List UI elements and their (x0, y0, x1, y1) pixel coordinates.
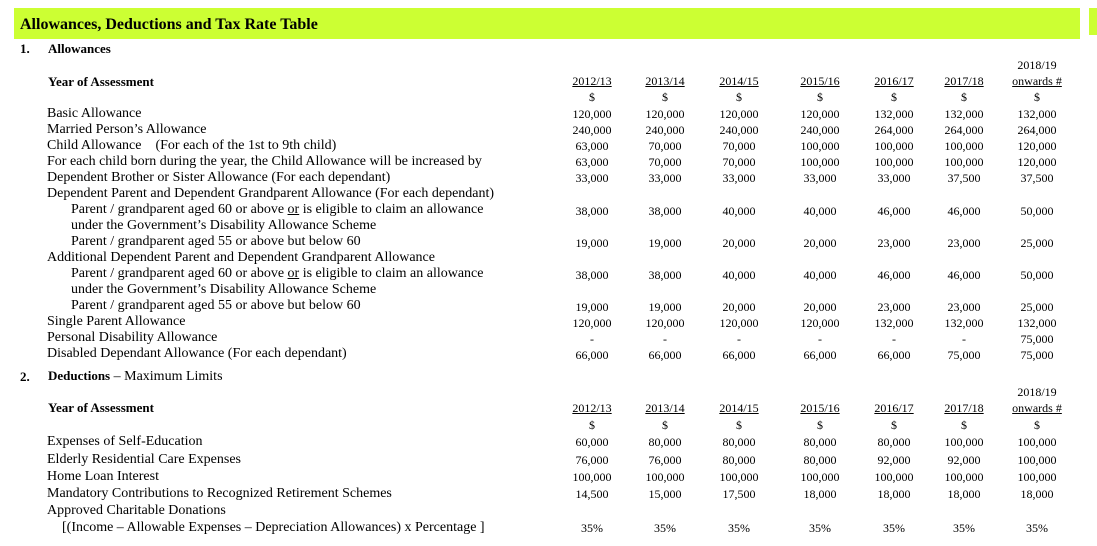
currency-header: $ (961, 90, 967, 104)
child-born-value: 70,000 (648, 155, 682, 169)
disability-value: - (590, 332, 594, 346)
child-allowance-label: Child Allowance (For each of the 1st to 9th child) (47, 138, 337, 153)
currency-header: $ (736, 418, 742, 432)
sibling-value: 33,000 (877, 171, 911, 185)
year-header: 2014/15 (719, 74, 759, 88)
add55-value: 20,000 (803, 300, 837, 314)
sibling-value: 33,000 (575, 171, 609, 185)
self-education-label: Expenses of Self-Education (47, 434, 203, 449)
disabled-dep-value: 66,000 (648, 348, 682, 362)
disabled-dependant-label: Disabled Dependant Allowance (For each dependant) (47, 346, 347, 361)
basic-value: 120,000 (572, 107, 612, 121)
child-value: 100,000 (874, 139, 914, 153)
parent55-label: Parent / grandparent aged 55 or above but below 60 (71, 234, 361, 249)
married-value: 264,000 (944, 123, 984, 137)
currency-header: $ (891, 90, 897, 104)
basic-allowance-label: Basic Allowance (47, 106, 142, 121)
single-value: 120,000 (800, 316, 840, 330)
sibling-allowance-label: Dependent Brother or Sister Allowance (For each dependant) (47, 170, 391, 185)
donations-value: 35% (654, 521, 676, 535)
add60-label-line2: under the Government’s Disability Allowance Scheme (71, 282, 377, 297)
add60-value: 40,000 (803, 268, 837, 282)
year-header-2018-19-top: 2018/19 (1017, 385, 1057, 399)
mpf-value: 18,000 (1020, 487, 1054, 501)
child-value: 70,000 (722, 139, 756, 153)
disabled-dep-value: 66,000 (877, 348, 911, 362)
parent60-value: 46,000 (947, 204, 981, 218)
elderly-value: 80,000 (722, 453, 756, 467)
disability-value: - (818, 332, 822, 346)
single-parent-label: Single Parent Allowance (47, 314, 186, 329)
married-value: 240,000 (719, 123, 759, 137)
elderly-value: 76,000 (575, 453, 609, 467)
add55-label: Parent / grandparent aged 55 or above but below 60 (71, 298, 361, 313)
elderly-value: 100,000 (1017, 453, 1057, 467)
year-header: 2013/14 (645, 74, 685, 88)
year-header: 2013/14 (645, 401, 685, 415)
parent60-value: 38,000 (648, 204, 682, 218)
mpf-value: 15,000 (648, 487, 682, 501)
child-born-label: For each child born during the year, the Child Allowance will be increased by (47, 154, 482, 169)
sibling-value: 33,000 (648, 171, 682, 185)
self-edu-value: 80,000 (648, 435, 682, 449)
currency-header: $ (1034, 418, 1040, 432)
home-loan-value: 100,000 (719, 470, 759, 484)
married-value: 240,000 (800, 123, 840, 137)
child-born-value: 120,000 (1017, 155, 1057, 169)
banner-accent (1089, 8, 1097, 35)
add60-value: 38,000 (648, 268, 682, 282)
add55-value: 23,000 (947, 300, 981, 314)
parent55-value: 20,000 (803, 236, 837, 250)
parent60-value: 50,000 (1020, 204, 1054, 218)
sibling-value: 37,500 (947, 171, 981, 185)
sibling-value: 33,000 (722, 171, 756, 185)
elderly-value: 92,000 (877, 453, 911, 467)
page-title: Allowances, Deductions and Tax Rate Table (20, 16, 318, 33)
child-value: 120,000 (1017, 139, 1057, 153)
donations-value: 35% (581, 521, 603, 535)
home-loan-value: 100,000 (874, 470, 914, 484)
currency-header: $ (662, 90, 668, 104)
donations-heading: Approved Charitable Donations (47, 503, 226, 518)
parent60-label-line2: under the Government’s Disability Allowance Scheme (71, 218, 377, 233)
donations-value: 35% (883, 521, 905, 535)
home-loan-value: 100,000 (645, 470, 685, 484)
currency-header: $ (662, 418, 668, 432)
year-header: 2016/17 (874, 401, 914, 415)
year-header: 2016/17 (874, 74, 914, 88)
currency-header: $ (817, 90, 823, 104)
elderly-value: 80,000 (803, 453, 837, 467)
elderly-care-label: Elderly Residential Care Expenses (47, 452, 241, 467)
child-born-value: 63,000 (575, 155, 609, 169)
self-edu-value: 100,000 (1017, 435, 1057, 449)
child-born-value: 100,000 (800, 155, 840, 169)
self-edu-value: 60,000 (575, 435, 609, 449)
basic-value: 132,000 (1017, 107, 1057, 121)
parent55-value: 25,000 (1020, 236, 1054, 250)
currency-header: $ (589, 418, 595, 432)
year-header: 2015/16 (800, 74, 840, 88)
section-2-number: 2. (20, 369, 30, 384)
disability-value: - (892, 332, 896, 346)
basic-value: 132,000 (874, 107, 914, 121)
disability-value: 75,000 (1020, 332, 1054, 346)
home-loan-label: Home Loan Interest (47, 469, 159, 484)
currency-header: $ (736, 90, 742, 104)
parent60-label-line1: Parent / grandparent aged 60 or above or is eligible to claim an allowance (71, 202, 484, 217)
section-2-title: Deductions – Maximum Limits (48, 368, 223, 384)
home-loan-value: 100,000 (944, 470, 984, 484)
basic-value: 120,000 (719, 107, 759, 121)
single-value: 120,000 (645, 316, 685, 330)
add55-value: 19,000 (575, 300, 609, 314)
donations-value: 35% (953, 521, 975, 535)
single-value: 120,000 (719, 316, 759, 330)
parent60-value: 40,000 (722, 204, 756, 218)
elderly-value: 92,000 (947, 453, 981, 467)
parent60-value: 46,000 (877, 204, 911, 218)
home-loan-value: 100,000 (572, 470, 612, 484)
parent60-value: 38,000 (575, 204, 609, 218)
child-born-value: 70,000 (722, 155, 756, 169)
self-edu-value: 100,000 (944, 435, 984, 449)
year-header-2018-19-top: 2018/19 (1017, 58, 1057, 72)
married-value: 264,000 (1017, 123, 1057, 137)
year-header: onwards # (1012, 401, 1062, 415)
section-1-number: 1. (20, 41, 30, 56)
elderly-value: 76,000 (648, 453, 682, 467)
child-born-value: 100,000 (874, 155, 914, 169)
married-value: 264,000 (874, 123, 914, 137)
disability-value: - (663, 332, 667, 346)
add60-value: 46,000 (947, 268, 981, 282)
section-1-title: Allowances (48, 41, 111, 56)
add55-value: 20,000 (722, 300, 756, 314)
year-of-assessment-label-2: Year of Assessment (48, 400, 154, 415)
disability-value: - (737, 332, 741, 346)
currency-header: $ (891, 418, 897, 432)
currency-header: $ (961, 418, 967, 432)
disabled-dep-value: 66,000 (575, 348, 609, 362)
year-header: 2014/15 (719, 401, 759, 415)
add60-value: 40,000 (722, 268, 756, 282)
self-edu-value: 80,000 (722, 435, 756, 449)
parent60-value: 40,000 (803, 204, 837, 218)
disabled-dep-value: 75,000 (947, 348, 981, 362)
child-value: 70,000 (648, 139, 682, 153)
parent55-value: 23,000 (947, 236, 981, 250)
mpf-value: 18,000 (877, 487, 911, 501)
basic-value: 132,000 (944, 107, 984, 121)
single-value: 132,000 (1017, 316, 1057, 330)
single-value: 132,000 (944, 316, 984, 330)
home-loan-value: 100,000 (1017, 470, 1057, 484)
donations-value: 35% (728, 521, 750, 535)
single-value: 132,000 (874, 316, 914, 330)
married-value: 240,000 (572, 123, 612, 137)
married-allowance-label: Married Person’s Allowance (47, 122, 207, 137)
personal-disability-label: Personal Disability Allowance (47, 330, 218, 345)
parent55-value: 20,000 (722, 236, 756, 250)
parent55-value: 23,000 (877, 236, 911, 250)
currency-header: $ (1034, 90, 1040, 104)
donations-label: [(Income – Allowable Expenses – Depreciation Allowances) x Percentage ] (62, 520, 485, 535)
donations-value: 35% (1026, 521, 1048, 535)
married-value: 240,000 (645, 123, 685, 137)
self-edu-value: 80,000 (803, 435, 837, 449)
disabled-dep-value: 75,000 (1020, 348, 1054, 362)
add60-label-line1: Parent / grandparent aged 60 or above or is eligible to claim an allowance (71, 266, 484, 281)
sibling-value: 33,000 (803, 171, 837, 185)
add60-value: 46,000 (877, 268, 911, 282)
mpf-value: 18,000 (947, 487, 981, 501)
parent55-value: 19,000 (648, 236, 682, 250)
additional-parent-heading: Additional Dependent Parent and Dependent Grandparent Allowance (47, 250, 435, 265)
parent55-value: 19,000 (575, 236, 609, 250)
currency-header: $ (589, 90, 595, 104)
disabled-dep-value: 66,000 (722, 348, 756, 362)
child-value: 100,000 (944, 139, 984, 153)
disabled-dep-value: 66,000 (803, 348, 837, 362)
donations-value: 35% (809, 521, 831, 535)
home-loan-value: 100,000 (800, 470, 840, 484)
mpf-label: Mandatory Contributions to Recognized Retirement Schemes (47, 486, 392, 501)
year-header: 2012/13 (572, 401, 612, 415)
currency-header: $ (817, 418, 823, 432)
child-value: 100,000 (800, 139, 840, 153)
sibling-value: 37,500 (1020, 171, 1054, 185)
mpf-value: 14,500 (575, 487, 609, 501)
self-edu-value: 80,000 (877, 435, 911, 449)
mpf-value: 18,000 (803, 487, 837, 501)
add55-value: 25,000 (1020, 300, 1054, 314)
mpf-value: 17,500 (722, 487, 756, 501)
year-header: 2015/16 (800, 401, 840, 415)
add55-value: 19,000 (648, 300, 682, 314)
year-header: 2017/18 (944, 74, 984, 88)
year-header: onwards # (1012, 74, 1062, 88)
single-value: 120,000 (572, 316, 612, 330)
add60-value: 38,000 (575, 268, 609, 282)
add55-value: 23,000 (877, 300, 911, 314)
basic-value: 120,000 (800, 107, 840, 121)
disability-value: - (962, 332, 966, 346)
year-of-assessment-label: Year of Assessment (48, 74, 154, 89)
parent-allowance-heading: Dependent Parent and Dependent Grandparent Allowance (For each dependant) (47, 186, 495, 201)
child-value: 63,000 (575, 139, 609, 153)
basic-value: 120,000 (645, 107, 685, 121)
child-born-value: 100,000 (944, 155, 984, 169)
year-header: 2012/13 (572, 74, 612, 88)
year-header: 2017/18 (944, 401, 984, 415)
add60-value: 50,000 (1020, 268, 1054, 282)
